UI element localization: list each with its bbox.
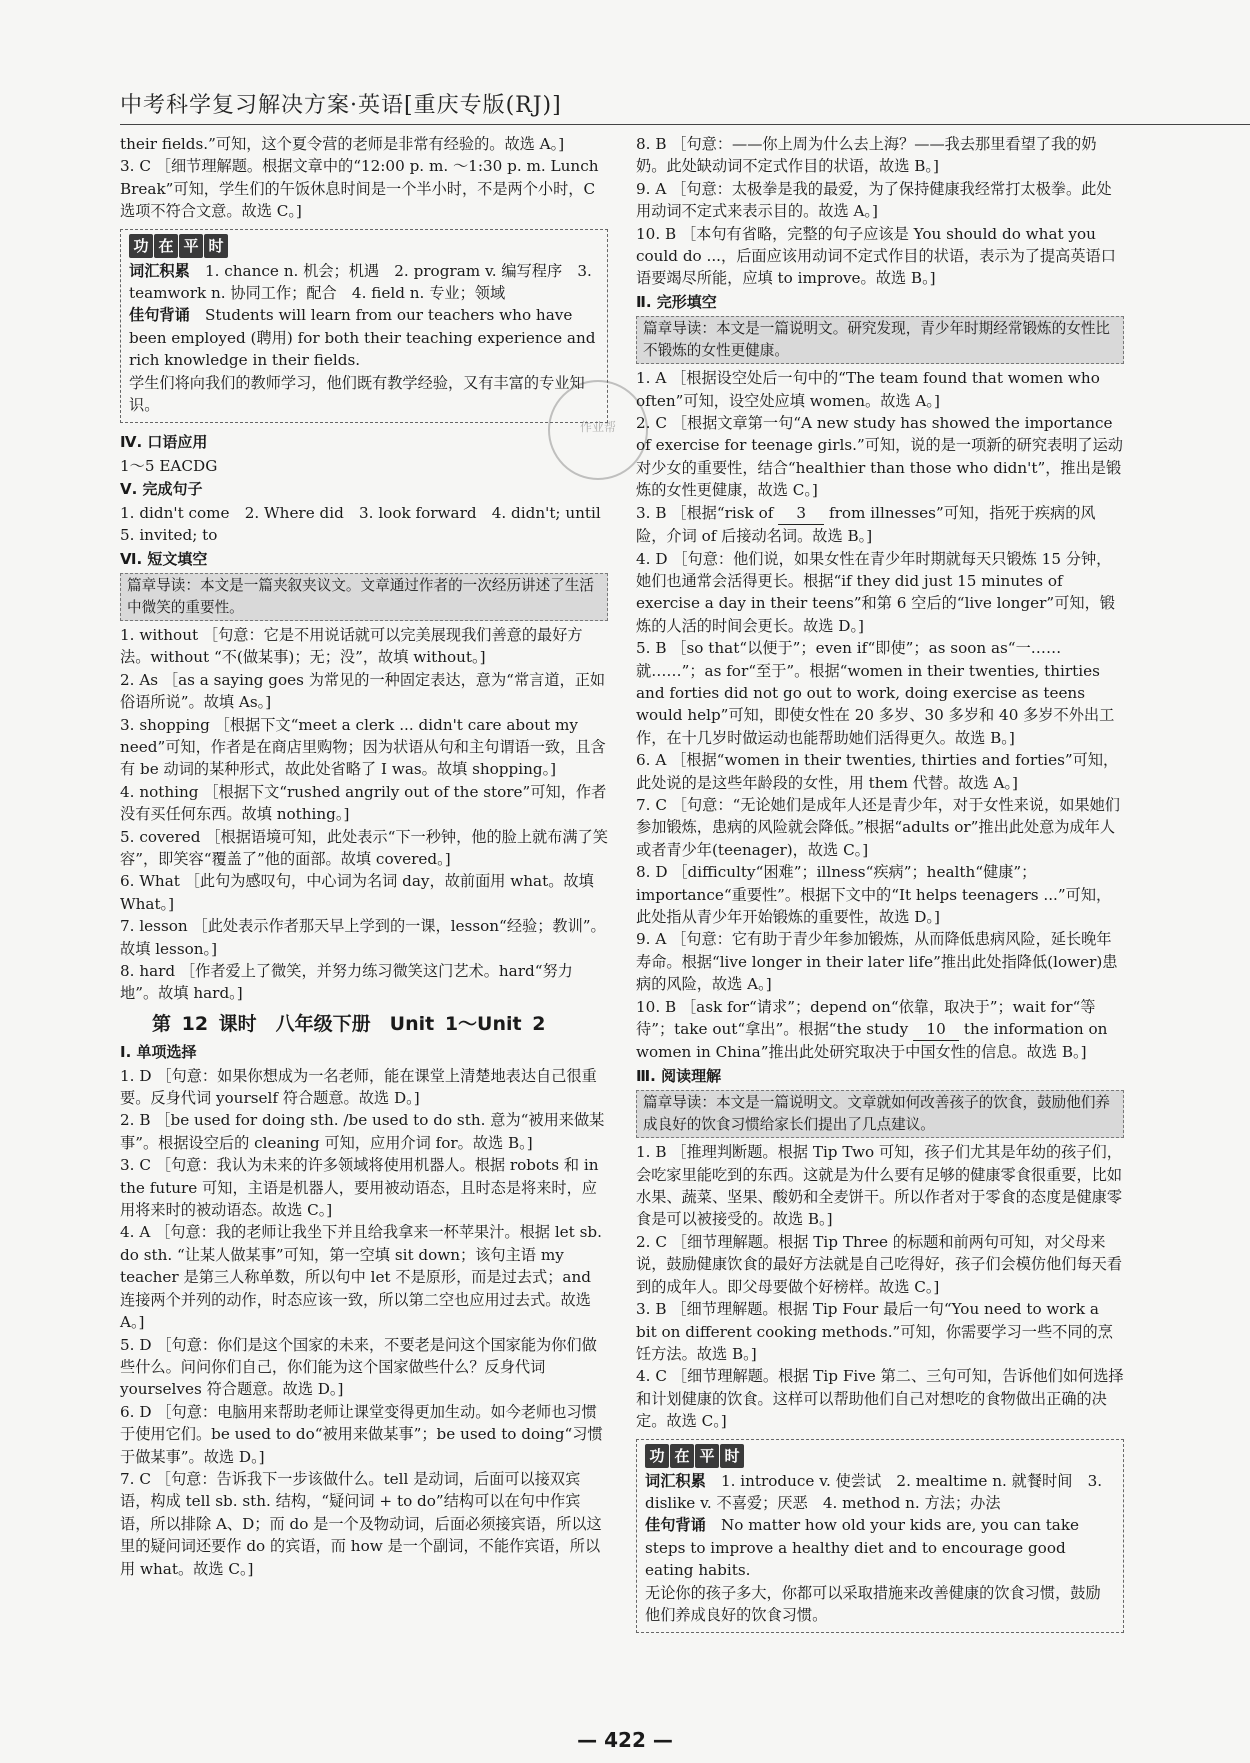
answer-item: 9. A ［句意：它有助于青少年参加锻炼，从而降低患病风险，延长晚年寿命。根据“live longer in their later life”推出此处指降低(lower)患病的风险，故选 A。]	[636, 930, 1118, 994]
answer-item: 4. D ［句意：他们说，如果女性在青少年时期就每天只锻炼 15 分钟，她们也通常会活得更长。根据“if they did just 15 minutes of exercise a day in their teens”和第 6 空后的“live longer”可知，锻炼的人活的时间会更长。故选 D。]	[636, 549, 1115, 635]
practice-box	[120, 229, 608, 424]
answer-item: 1. A ［根据设空处后一句中的“The team found that women who often”可知，设空处应填 women。故选 A。]	[636, 369, 1100, 410]
answer-item: 3. B ［细节理解题。根据 Tip Four 最后一句“You need to work a bit on different cooking methods.”可知，你需要学习一些不同的烹饪方法。故选 B。]	[636, 1300, 1113, 1363]
sentence-translation: 无论你的孩子多大，你都可以采取措施来改善健康的饮食习惯，鼓励他们养成良好的饮食习惯。	[645, 1583, 1101, 1624]
section-heading: Ⅱ. 完形填空	[636, 292, 717, 311]
right-column	[636, 133, 1124, 1641]
answer-item: 5. B ［so that“以便于”；even if“即使”；as soon as“一……就……”；as for“至于”。根据“women in their twenties, thirties and forties did not go out to work, doing exercise as teens would help”可知，即使女性在 20 多岁、30 多岁和 40 多岁不外出工作，在十几岁时做运动也能帮助她们活得更久。故选 B。]	[636, 639, 1115, 747]
answer-item: 2. As ［as a saying goes 为常见的一种固定表达，意为“常言道，正如俗语所说”。故填 As。]	[120, 670, 606, 712]
answer-item: 7. lesson ［此处表示作者那天早上学到的一课，lesson“经验；教训”。故填 lesson。]	[120, 917, 606, 958]
answer-item: 2. C ［细节理解题。根据 Tip Three 的标题和前两句可知，对父母来说，鼓励健康饮食的最好方法就是自己吃得好，孩子们会模仿他们每天看到的成年人。即父母要做个好榜样。故选 C。]	[636, 1232, 1122, 1296]
answer-item: 1. B ［推理判断题。根据 Tip Two 可知，孩子们尤其是年幼的孩子们，会吃家里能吃到的东西。这就是为什么要有足够的健康零食很重要，比如水果、蔬菜、坚果、酸奶和全麦饼干。所以作者对于零食的态度是健康零食是可以被接受的。故选 B。]	[636, 1143, 1122, 1229]
answer-item: 1～5 EACDG	[120, 456, 218, 475]
answer-item: 6. D ［句意：电脑用来帮助老师让课堂变得更加生动。如今老师也习惯于使用它们。be used to do“被用来做某事”；be used to doing“习惯于做某事”。故选 D。]	[120, 1402, 603, 1466]
answer-item: 8. hard ［作者爱上了微笑，并努力练习微笑这门艺术。hard“努力地”。故填 hard。]	[120, 962, 573, 1003]
sentence-block: 佳句背诵 No matter how old your kids are, you can take steps to improve a healthy diet and to encourage good eating habits.	[645, 1516, 1080, 1580]
answer-item: 3. C ［句意：我认为未来的许多领域将使用机器人。根据 robots 和 in the future 可知，主语是机器人，要用被动语态，且时态是将来时，应用将来时的被动语态。故选 C。]	[120, 1156, 599, 1220]
lesson-title: 第 12 课时 八年级下册 Unit 1～Unit 2	[152, 1012, 546, 1035]
vocab-block: 词汇积累 1. chance n. 机会；机遇 2. program v. 编写程序 3. teamwork n. 协同工作；配合 4. field n. 专业；领域	[129, 261, 592, 303]
answer-item: 7. C ［句意：告诉我下一步该做什么。tell 是动词，后面可以接双宾语，构成 tell sb. sth. 结构，“疑问词 + to do”结构可以在句中作宾语，所以排除 A、D；而 do 是一个及物动词，后面必须接宾语，所以这里的疑问词还要作 do 的宾语，而 how 是一个副词，不能作宾语，所以用 what。故选 C。]	[120, 1469, 602, 1578]
practice-badge: 功 在 平 时	[645, 1444, 745, 1468]
section-heading: Ⅰ. 单项选择	[120, 1043, 197, 1062]
section-heading: Ⅴ. 完成句子	[120, 480, 203, 499]
answer-item: 4. C ［细节理解题。根据 Tip Five 第二、三句可知，告诉他们如何选择和计划健康的饮食。这样可以帮助他们自己对想吃的食物做出正确的决定。故选 C。]	[636, 1367, 1124, 1431]
sentence-translation: 学生们将向我们的教师学习，他们既有教学经验，又有丰富的专业知识。	[129, 373, 585, 415]
chapter-guide: 篇章导读：本文是一篇说明文。文章就如何改善孩子的饮食，鼓励他们养成良好的饮食习惯给家长们提出了几点建议。	[636, 1090, 1124, 1138]
answer-item: 6. What ［此句为感叹句，中心词为名词 day，故前面用 what。故填 What。]	[120, 872, 594, 913]
answer-item: 10. B ［ask for“请求”；depend on“依靠，取决于”；wait for“等待”；take out“拿出”。根据“the study 10 the information on women in China”推出此处研究取决于中国女性的信息。故选 B。]	[636, 997, 1108, 1062]
answer-item: 5. covered ［根据语境可知，此处表示“下一秒钟，他的脸上就布满了笑容”，即笑容“覆盖了”他的面部。故填 covered。]	[120, 827, 608, 868]
sentence-block: 佳句背诵 Students will learn from our teachers who have been employed (聘用) for both their teaching experience and rich knowledge in their fields.	[129, 306, 596, 370]
answer-item: 8. D ［difficulty“困难”；illness“疾病”；health“健康”；importance“重要性”。根据下文中的“It helps teenagers ...”可知，此处指从青少年开始锻炼的重要性，故选 D。]	[636, 863, 1112, 926]
practice-box	[636, 1439, 1124, 1634]
answer-item: 4. A ［句意：我的老师让我坐下并且给我拿来一杯苹果汁。根据 let sb. do sth. “让某人做某事”可知，第一空填 sit down；该句主语 my teacher 是第三人称单数，所以句中 let 不是原形，而是过去式；and 连接两个并列的动作，时态应该一致，所以第二空也应用过去式。故选 A。]	[120, 1223, 602, 1332]
answer-item: 2. C ［根据文章第一句“A new study has showed the importance of exercise for teenage girls.”可知，说的是一项新的研究表明了运动对少女的重要性，结合“healthier than those who didn't”，推出是锻炼的女性更健康，故选 C。]	[636, 414, 1123, 500]
chapter-guide: 篇章导读：本文是一篇夹叙夹议文。文章通过作者的一次经历讲述了生活中微笑的重要性。	[120, 573, 608, 621]
chapter-guide: 篇章导读：本文是一篇说明文。研究发现，青少年时期经常锻炼的女性比不锻炼的女性更健康。	[636, 316, 1124, 364]
answer-item: 1. didn't come 2. Where did 3. look forward 4. didn't; until	[120, 503, 601, 522]
answer-item: 1. without ［句意：它是不用说话就可以完美展现我们善意的最好方法。without “不(做某事)；无；没”，故填 without。]	[120, 625, 583, 667]
answer-item: 5. invited; to	[120, 526, 218, 545]
answer-item: 5. D ［句意：你们是这个国家的未来，不要老是问这个国家能为你们做些什么。问问你们自己，你们能为这个国家做些什么？反身代词 yourselves 符合题意。故选 D。]	[120, 1335, 597, 1399]
answer-item: 3. B ［根据“risk of 3 from illnesses”可知，指死于疾病的风险，介词 of 后接动名词。故选 B。]	[636, 503, 1096, 546]
answer-item: 4. nothing ［根据下文“rushed angrily out of the store”可知，作者没有买任何东西。故填 nothing。]	[120, 782, 607, 824]
page-header-title: 中考科学复习解决方案·英语[重庆专版(RJ)]	[120, 93, 562, 118]
header-rule	[120, 124, 1250, 125]
section-heading: Ⅵ. 短文填空	[120, 549, 208, 568]
answer-item: 7. C ［句意：“无论她们是成年人还是青少年，对于女性来说，如果她们参加锻炼，患病的风险就会降低。”根据“adults or”推出此处意为成年人或者青少年(teenager)，故选 C。]	[636, 795, 1120, 859]
answer-item: 1. D ［句意：如果你想成为一名老师，能在课堂上清楚地表达自己很重要。反身代词 yourself 符合题意。故选 D。]	[120, 1066, 597, 1108]
page-number: — 422 —	[577, 1728, 673, 1752]
answer-item: 8. B ［句意：——你上周为什么去上海？——我去那里看望了我的奶奶。此处缺动词不定式作目的状语，故选 B。]	[636, 135, 1097, 176]
left-column	[120, 133, 608, 1580]
answer-item: 2. B ［be used for doing sth. /be used to do sth. 意为“被用来做某事”。根据设空后的 cleaning 可知，应用介词 for。故选 B。]	[120, 1111, 605, 1152]
answer-item: 9. A ［句意：太极拳是我的最爱，为了保持健康我经常打太极拳。此处用动词不定式来表示目的。故选 A。]	[636, 179, 1112, 221]
answer-item: 3. shopping ［根据下文“meet a clerk ... didn't care about my need”可知，作者是在商店里购物；因为状语从句和主句谓语一致，且含有 be 动词的某种形式，故此处省略了 I was。故填 shopping。]	[120, 715, 606, 779]
answer-item: 6. A ［根据“women in their twenties, thirties and forties”可知，此处说的是这些年龄段的女性，用 them 代替。故选 A。]	[636, 751, 1119, 792]
watermark-stamp: 作业帮	[548, 380, 648, 480]
answer-item: 10. B ［本句有省略，完整的句子应该是 You should do what you could do ...，后面应该用动词不定式作目的状语，表示为了提高英语口语要竭尽所能，应填 to improve。故选 B。]	[636, 224, 1116, 288]
section-heading: Ⅳ. 口语应用	[120, 433, 208, 452]
practice-badge: 功 在 平 时	[129, 234, 229, 258]
vocab-block: 词汇积累 1. introduce v. 使尝试 2. mealtime n. 就餐时间 3. dislike v. 不喜爱；厌恶 4. method n. 方法；办法	[645, 1471, 1103, 1512]
section-heading: Ⅲ. 阅读理解	[636, 1066, 722, 1085]
answer-item: their fields.”可知，这个夏令营的老师是非常有经验的。故选 A。]	[120, 135, 565, 153]
answer-item: 3. C ［细节理解题。根据文章中的“12:00 p. m. ～1:30 p. m. Lunch Break”可知，学生们的午饭休息时间是一个半小时，不是两个小时，C 选项不符合文意。故选 C。]	[120, 157, 599, 221]
